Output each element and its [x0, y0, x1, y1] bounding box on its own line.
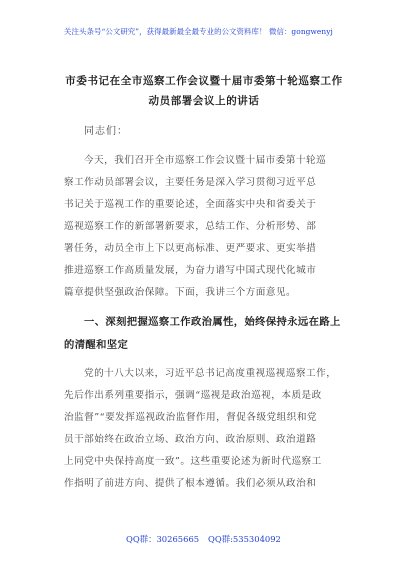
- intro-paragraph-line: 书记关于巡视工作的重要论述，全面落实中央和省委关于: [64, 199, 317, 210]
- intro-paragraph-line: 署任务，动员全市上下以更高标准、更严要求、更实举措: [64, 243, 317, 254]
- intro-paragraph-line: 察工作动员部署会议，主要任务是深入学习贯彻习近平总: [64, 177, 317, 188]
- document-title-line-2: 动员部署会议上的讲话: [148, 95, 260, 107]
- footer-qq-group-left: QQ群：30265665: [126, 534, 200, 544]
- section-1-paragraph-line: 先后作出系列重要指示，强调“巡视是政治巡视，本质是政: [64, 390, 322, 401]
- footer-qq-group-right: QQ群:535304092: [208, 534, 281, 544]
- section-1-heading-line-1: 一、深刻把握巡察工作政治属性，始终保持永远在路上: [84, 316, 341, 328]
- section-1-paragraph-line: 员干部始终在政治立场、政治方向、政治原则、政治道路: [64, 434, 317, 445]
- section-1-paragraph-line: 作指明了前进方向、提供了根本遵循。我们必须从政治和: [64, 478, 317, 489]
- section-1-paragraph-line: 治监督”“要发挥巡视政治监督作用，督促各级党组织和党: [64, 412, 318, 423]
- header-promo-banner[interactable]: 关注头条号“公文研究”，获得最新最全最专业的公文资料库！ 微信：gongwenyj: [64, 27, 333, 36]
- section-1-heading-line-2: 的清醒和坚定: [64, 339, 129, 351]
- section-1-paragraph-line: 上同党中央保持高度一致”。这些重要论述为新时代巡察工: [64, 456, 322, 467]
- section-1-paragraph-line: 党的十八大以来，习近平总书记高度重视巡视巡察工作，: [84, 368, 337, 379]
- intro-paragraph-line: 今天，我们召开全市巡察工作会议暨十届市委第十轮巡: [84, 155, 327, 166]
- intro-paragraph-line: 篇章提供坚强政治保障。下面，我讲三个方面意见。: [64, 287, 297, 298]
- intro-paragraph-line: 巡视巡察工作的新部署新要求，总结工作、分析形势、部: [64, 221, 317, 232]
- document-title-line-1: 市委书记在全市巡察工作会议暨十届市委第十轮巡察工作: [65, 75, 343, 87]
- salutation: 同志们：: [84, 126, 128, 137]
- intro-paragraph-line: 推进巡察工作高质量发展，为奋力谱写中国式现代化城市: [64, 265, 317, 276]
